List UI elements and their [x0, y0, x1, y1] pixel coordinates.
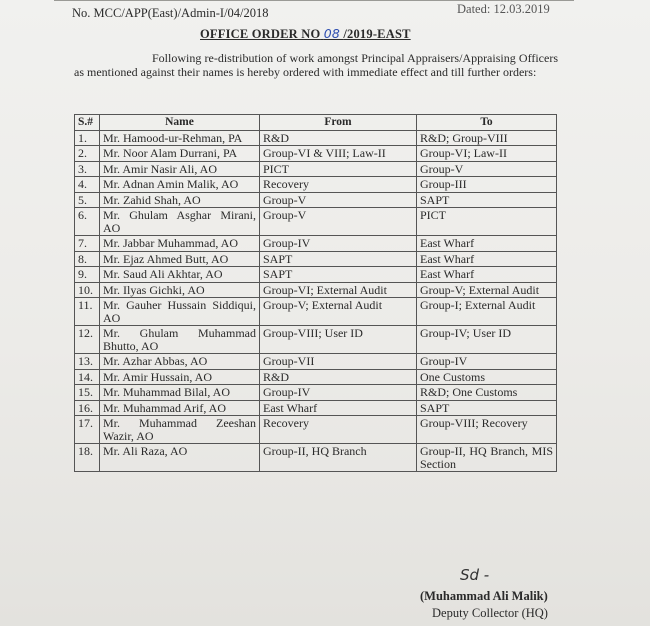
cell-from: Group-IV — [260, 385, 417, 401]
table-row — [75, 326, 557, 354]
order-date: Dated: 12.03.2019 — [457, 2, 550, 16]
cell-name: Mr. Hamood-ur-Rehman, PA — [100, 130, 260, 146]
header-name: Name — [100, 115, 260, 131]
order-number-handwritten: 08 — [323, 26, 341, 41]
cell-name: Mr. Saud Ali Akhtar, AO — [100, 267, 260, 283]
table-row — [75, 282, 557, 298]
cell-from: Recovery — [260, 177, 417, 193]
cell-from: Group-VI & VIII; Law-II — [260, 146, 417, 162]
cell-serial: 6. — [75, 208, 100, 236]
table-row — [75, 146, 557, 162]
cell-from: Group-VII — [260, 354, 417, 370]
cell-serial: 11. — [75, 298, 100, 326]
cell-serial: 3. — [75, 161, 100, 177]
cell-name: Mr. Zahid Shah, AO — [100, 192, 260, 208]
cell-to: East Wharf — [417, 236, 557, 252]
intro-paragraph: Following re-distribution of work amongst Principal Appraisers/Appraising Officers as mentioned against their names is hereby ordered with immediate effect and till further orders: — [74, 51, 558, 79]
cell-to: Group-VIII; Recovery — [417, 416, 557, 444]
cell-from: Group-VI; External Audit — [260, 282, 417, 298]
table-row — [75, 369, 557, 385]
cell-name: Mr. Ilyas Gichki, AO — [100, 282, 260, 298]
cell-serial: 10. — [75, 282, 100, 298]
table-row — [75, 192, 557, 208]
cell-to: SAPT — [417, 400, 557, 416]
cell-to: East Wharf — [417, 267, 557, 283]
cell-to: Group-IV — [417, 354, 557, 370]
cell-name: Mr. Jabbar Muhammad, AO — [100, 236, 260, 252]
table-row — [75, 208, 557, 236]
cell-serial: 18. — [75, 444, 100, 472]
cell-serial: 1. — [75, 130, 100, 146]
cell-to: R&D; Group-VIII — [417, 130, 557, 146]
cell-serial: 5. — [75, 192, 100, 208]
reference-number: No. MCC/APP(East)/Admin-I/04/2018 — [72, 6, 269, 20]
table-row — [75, 130, 557, 146]
table-body — [75, 130, 557, 472]
cell-from: R&D — [260, 130, 417, 146]
cell-name: Mr. Adnan Amin Malik, AO — [100, 177, 260, 193]
cell-to: Group-II, HQ Branch, MIS Section — [417, 444, 557, 472]
cell-to: SAPT — [417, 192, 557, 208]
cell-to: Group-V; External Audit — [417, 282, 557, 298]
cell-from: PICT — [260, 161, 417, 177]
cell-serial: 8. — [75, 251, 100, 267]
cell-serial: 13. — [75, 354, 100, 370]
cell-name: Mr. Muhammad Zeeshan Wazir, AO — [100, 416, 260, 444]
cell-serial: 2. — [75, 146, 100, 162]
cell-from: SAPT — [260, 251, 417, 267]
cell-to: Group-IV; User ID — [417, 326, 557, 354]
cell-from: East Wharf — [260, 400, 417, 416]
header-rule — [54, 0, 574, 1]
cell-from: Group-VIII; User ID — [260, 326, 417, 354]
cell-serial: 16. — [75, 400, 100, 416]
cell-from: Recovery — [260, 416, 417, 444]
cell-name: Mr. Ghulam Asghar Mirani, AO — [100, 208, 260, 236]
signatory-name: (Muhammad Ali Malik) — [420, 589, 548, 603]
cell-name: Mr. Ghulam Muhammad Bhutto, AO — [100, 326, 260, 354]
cell-name: Mr. Amir Nasir Ali, AO — [100, 161, 260, 177]
cell-serial: 9. — [75, 267, 100, 283]
cell-to: Group-VI; Law-II — [417, 146, 557, 162]
table-header-row — [75, 115, 557, 131]
cell-name: Mr. Gauher Hussain Siddiqui, AO — [100, 298, 260, 326]
table-row — [75, 161, 557, 177]
table-row — [75, 251, 557, 267]
cell-name: Mr. Amir Hussain, AO — [100, 369, 260, 385]
cell-name: Mr. Azhar Abbas, AO — [100, 354, 260, 370]
table-row — [75, 385, 557, 401]
cell-from: Group-V; External Audit — [260, 298, 417, 326]
order-title — [200, 26, 411, 42]
cell-serial: 12. — [75, 326, 100, 354]
table-row — [75, 400, 557, 416]
header-to: To — [417, 115, 557, 131]
table-row — [75, 416, 557, 444]
cell-name: Mr. Muhammad Bilal, AO — [100, 385, 260, 401]
cell-serial: 15. — [75, 385, 100, 401]
table-row — [75, 444, 557, 472]
cell-from: Group-V — [260, 192, 417, 208]
redistribution-table — [74, 114, 557, 472]
cell-from: Group-V — [260, 208, 417, 236]
cell-serial: 7. — [75, 236, 100, 252]
cell-to: R&D; One Customs — [417, 385, 557, 401]
title-prefix: OFFICE ORDER NO — [200, 27, 321, 41]
cell-from: Group-IV — [260, 236, 417, 252]
cell-to: Group-III — [417, 177, 557, 193]
table-row — [75, 354, 557, 370]
cell-to: One Customs — [417, 369, 557, 385]
signature-mark: Sd - — [460, 566, 490, 584]
cell-serial: 14. — [75, 369, 100, 385]
table-row — [75, 298, 557, 326]
cell-name: Mr. Muhammad Arif, AO — [100, 400, 260, 416]
cell-to: Group-I; External Audit — [417, 298, 557, 326]
cell-name: Mr. Ali Raza, AO — [100, 444, 260, 472]
table-row — [75, 267, 557, 283]
signatory-designation: Deputy Collector (HQ) — [432, 606, 548, 620]
cell-to: East Wharf — [417, 251, 557, 267]
cell-serial: 17. — [75, 416, 100, 444]
table-row — [75, 177, 557, 193]
cell-from: Group-II, HQ Branch — [260, 444, 417, 472]
header-serial: S.# — [75, 115, 100, 131]
cell-name: Mr. Ejaz Ahmed Butt, AO — [100, 251, 260, 267]
cell-to: PICT — [417, 208, 557, 236]
cell-serial: 4. — [75, 177, 100, 193]
cell-from: R&D — [260, 369, 417, 385]
cell-to: Group-V — [417, 161, 557, 177]
title-suffix: /2019-EAST — [343, 27, 411, 41]
table-row — [75, 236, 557, 252]
cell-name: Mr. Noor Alam Durrani, PA — [100, 146, 260, 162]
cell-from: SAPT — [260, 267, 417, 283]
header-from: From — [260, 115, 417, 131]
